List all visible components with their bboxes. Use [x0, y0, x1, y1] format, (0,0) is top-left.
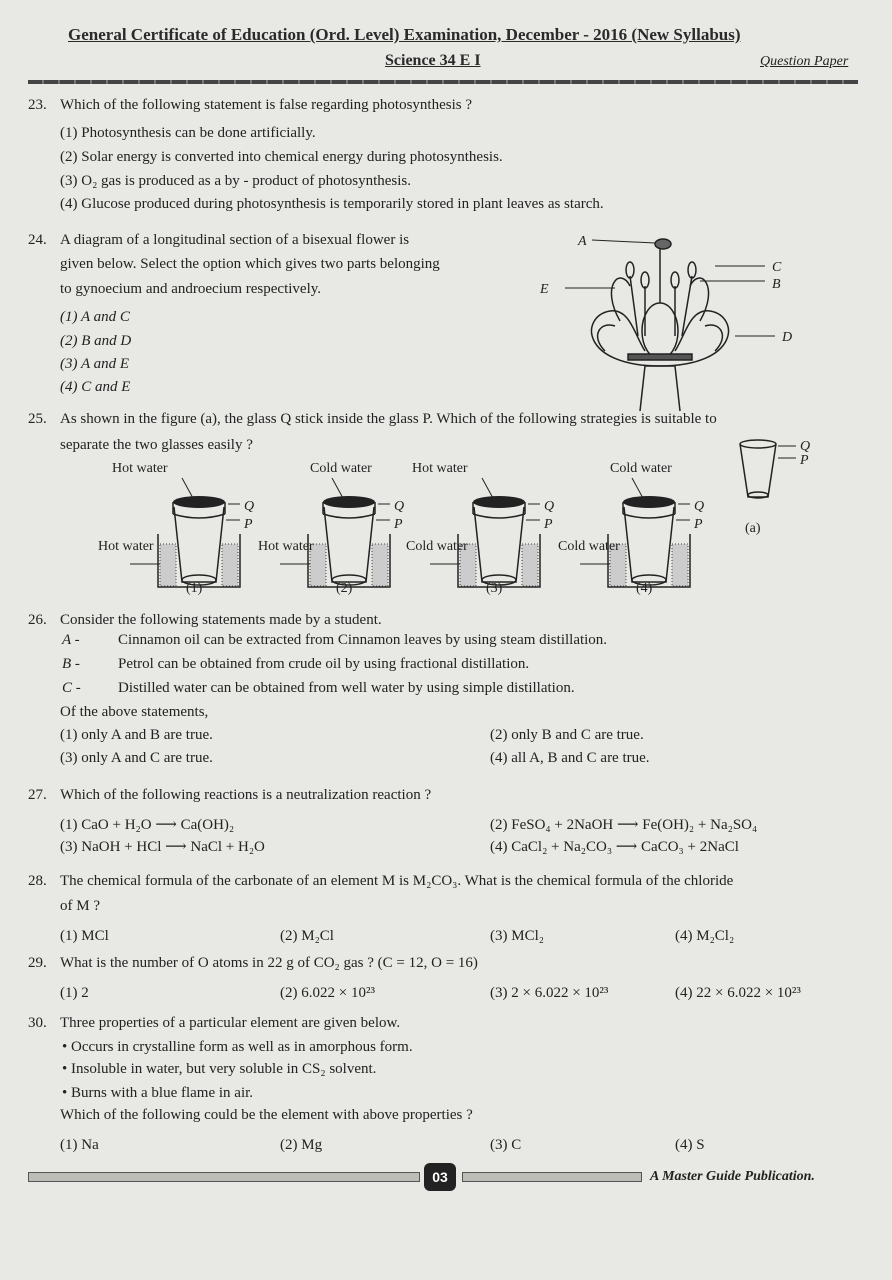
statement-key: C -	[62, 680, 81, 696]
option: (3) O₂ gas is produced as a by - product of photosynthesis.	[60, 173, 411, 189]
outer-water	[372, 544, 388, 586]
glass-setup-2	[258, 461, 404, 596]
question-number: 26.	[28, 612, 47, 628]
question-text: As shown in the figure (a), the glass Q stick inside the glass P. Which of the following strategies is suitable to	[60, 411, 717, 427]
page-number: 03	[424, 1163, 456, 1191]
bullet: • Insoluble in water, but very soluble in CS₂ solvent.	[62, 1061, 377, 1077]
figure-number: (2)	[336, 581, 353, 596]
question-number: 30.	[28, 1015, 47, 1031]
statement-key: A -	[62, 632, 80, 648]
flower-diagram	[520, 226, 820, 416]
question-number: 28.	[28, 873, 47, 889]
inner-water-label: Hot water	[112, 461, 168, 476]
label-a: A	[578, 234, 587, 249]
option: (3) A and E	[60, 356, 130, 372]
statement: Distilled water can be obtained from well water by using simple distillation.	[118, 680, 575, 696]
outer-water	[672, 544, 688, 586]
inner-water-label: Hot water	[412, 461, 468, 476]
label-c: C	[772, 260, 782, 275]
question-text: Consider the following statements made by a student.	[60, 612, 382, 628]
option: (2) B and D	[60, 333, 132, 349]
fig-a-q-label: Q	[800, 439, 811, 454]
question-text: Three properties of a particular element are given below.	[60, 1015, 401, 1031]
glass-setup-1	[98, 461, 254, 596]
question-number: 24.	[28, 232, 47, 248]
option: (4) S	[675, 1137, 705, 1153]
question-number: 25.	[28, 411, 47, 427]
subject-title: Science 34 E I	[385, 52, 481, 69]
glass-q-label: Q	[544, 499, 555, 514]
question-text: A diagram of a longitudinal section of a bisexual flower is	[60, 232, 410, 248]
option: (3) C	[490, 1137, 522, 1153]
lead-text: Of the above statements,	[60, 704, 209, 720]
question-text: Which of the following statement is false regarding photosynthesis ?	[60, 97, 472, 113]
option: (1) MCl	[60, 928, 109, 944]
outer-water-label: Hot water	[98, 539, 154, 554]
outer-water	[222, 544, 238, 586]
option: (1) Na	[60, 1137, 99, 1153]
footer-bar-left	[28, 1172, 420, 1182]
option: (2) Solar energy is converted into chemical energy during photosynthesis.	[60, 149, 503, 165]
option: (2) Mg	[280, 1137, 323, 1153]
option: (2) only B and C are true.	[490, 727, 644, 743]
header-rule	[28, 80, 858, 84]
inner-water-label: Cold water	[610, 461, 672, 476]
label-e: E	[540, 282, 549, 297]
question-text: What is the number of O atoms in 22 g of CO₂ gas ? (C = 12, O = 16)	[60, 955, 478, 971]
bullet: • Occurs in crystalline form as well as in amorphous form.	[62, 1039, 413, 1055]
question-text: Which of the following could be the element with above properties ?	[60, 1107, 473, 1123]
option: (3) MCl₂	[490, 928, 544, 944]
outer-water	[160, 544, 176, 586]
glass-q-label: Q	[244, 499, 255, 514]
option: (4) all A, B and C are true.	[490, 750, 650, 766]
option: (1) Photosynthesis can be done artificially.	[60, 125, 316, 141]
label-d: D	[782, 330, 793, 345]
question-number: 29.	[28, 955, 47, 971]
fig-a-label: (a)	[745, 521, 761, 536]
question-text: Which of the following reactions is a neutralization reaction ?	[60, 787, 432, 803]
option: (1) 2	[60, 985, 89, 1001]
option: (4) CaCl₂ + Na₂CO₃ ⟶ CaCO₃ + 2NaCl	[490, 839, 739, 855]
option: (1) A and C	[60, 309, 130, 325]
label-b: B	[772, 277, 781, 292]
option: (3) only A and C are true.	[60, 750, 213, 766]
question-number: 23.	[28, 97, 47, 113]
glass-p-label: P	[244, 517, 253, 532]
question-text: of M ?	[60, 898, 100, 914]
option: (4) M₂Cl₂	[675, 928, 735, 944]
glass-setup-4	[558, 461, 704, 596]
option: (3) 2 × 6.022 × 10²³	[490, 985, 609, 1001]
glass-p-label: P	[394, 517, 403, 532]
outer-water	[522, 544, 538, 586]
option: (2) M₂Cl	[280, 928, 334, 944]
bullet: • Burns with a blue flame in air.	[62, 1085, 254, 1101]
option: (3) NaOH + HCl ⟶ NaCl + H₂O	[60, 839, 265, 855]
question-text: given below. Select the option which gives two parts belonging	[60, 256, 440, 272]
option: (2) FeSO₄ + 2NaOH ⟶ Fe(OH)₂ + Na₂SO₄	[490, 817, 758, 833]
glass-q-label: Q	[394, 499, 405, 514]
statement: Cinnamon oil can be extracted from Cinnamon leaves by using steam distillation.	[118, 632, 608, 648]
paper-type: Question Paper	[760, 54, 849, 69]
outer-water-label: Cold water	[558, 539, 620, 554]
outer-water-label: Hot water	[258, 539, 314, 554]
option: (4) C and E	[60, 379, 131, 395]
question-text: separate the two glasses easily ?	[60, 437, 253, 453]
glass-q-label: Q	[694, 499, 705, 514]
figure-a	[740, 439, 810, 536]
figure-number: (4)	[636, 581, 653, 596]
glass-p-label: P	[694, 517, 703, 532]
fig-a-p-label: P	[800, 453, 809, 468]
figure-number: (1)	[186, 581, 203, 596]
option: (4) Glucose produced during photosynthesis is temporarily stored in plant leaves as starch.	[60, 196, 604, 212]
footer-bar-right	[462, 1172, 642, 1182]
option: (2) 6.022 × 10²³	[280, 985, 375, 1001]
statement: Petrol can be obtained from crude oil by using fractional distillation.	[118, 656, 530, 672]
option: (4) 22 × 6.022 × 10²³	[675, 985, 801, 1001]
glass-p-label: P	[544, 517, 553, 532]
inner-water-label: Cold water	[310, 461, 372, 476]
publisher: A Master Guide Publication.	[650, 1169, 815, 1184]
glass-setup-3	[406, 461, 554, 596]
outer-water-label: Cold water	[406, 539, 468, 554]
option: (1) only A and B are true.	[60, 727, 213, 743]
question-text: to gynoecium and androecium respectively.	[60, 281, 322, 297]
statement-key: B -	[62, 656, 80, 672]
figure-number: (3)	[486, 581, 503, 596]
question-number: 27.	[28, 787, 47, 803]
option: (1) CaO + H₂O ⟶ Ca(OH)₂	[60, 817, 235, 833]
exam-title: General Certificate of Education (Ord. Level) Examination, December - 2016 (New Syllabus)	[68, 25, 741, 44]
question-text: The chemical formula of the carbonate of an element M is M₂CO₃. What is the chemical formula of the chloride	[60, 873, 734, 889]
